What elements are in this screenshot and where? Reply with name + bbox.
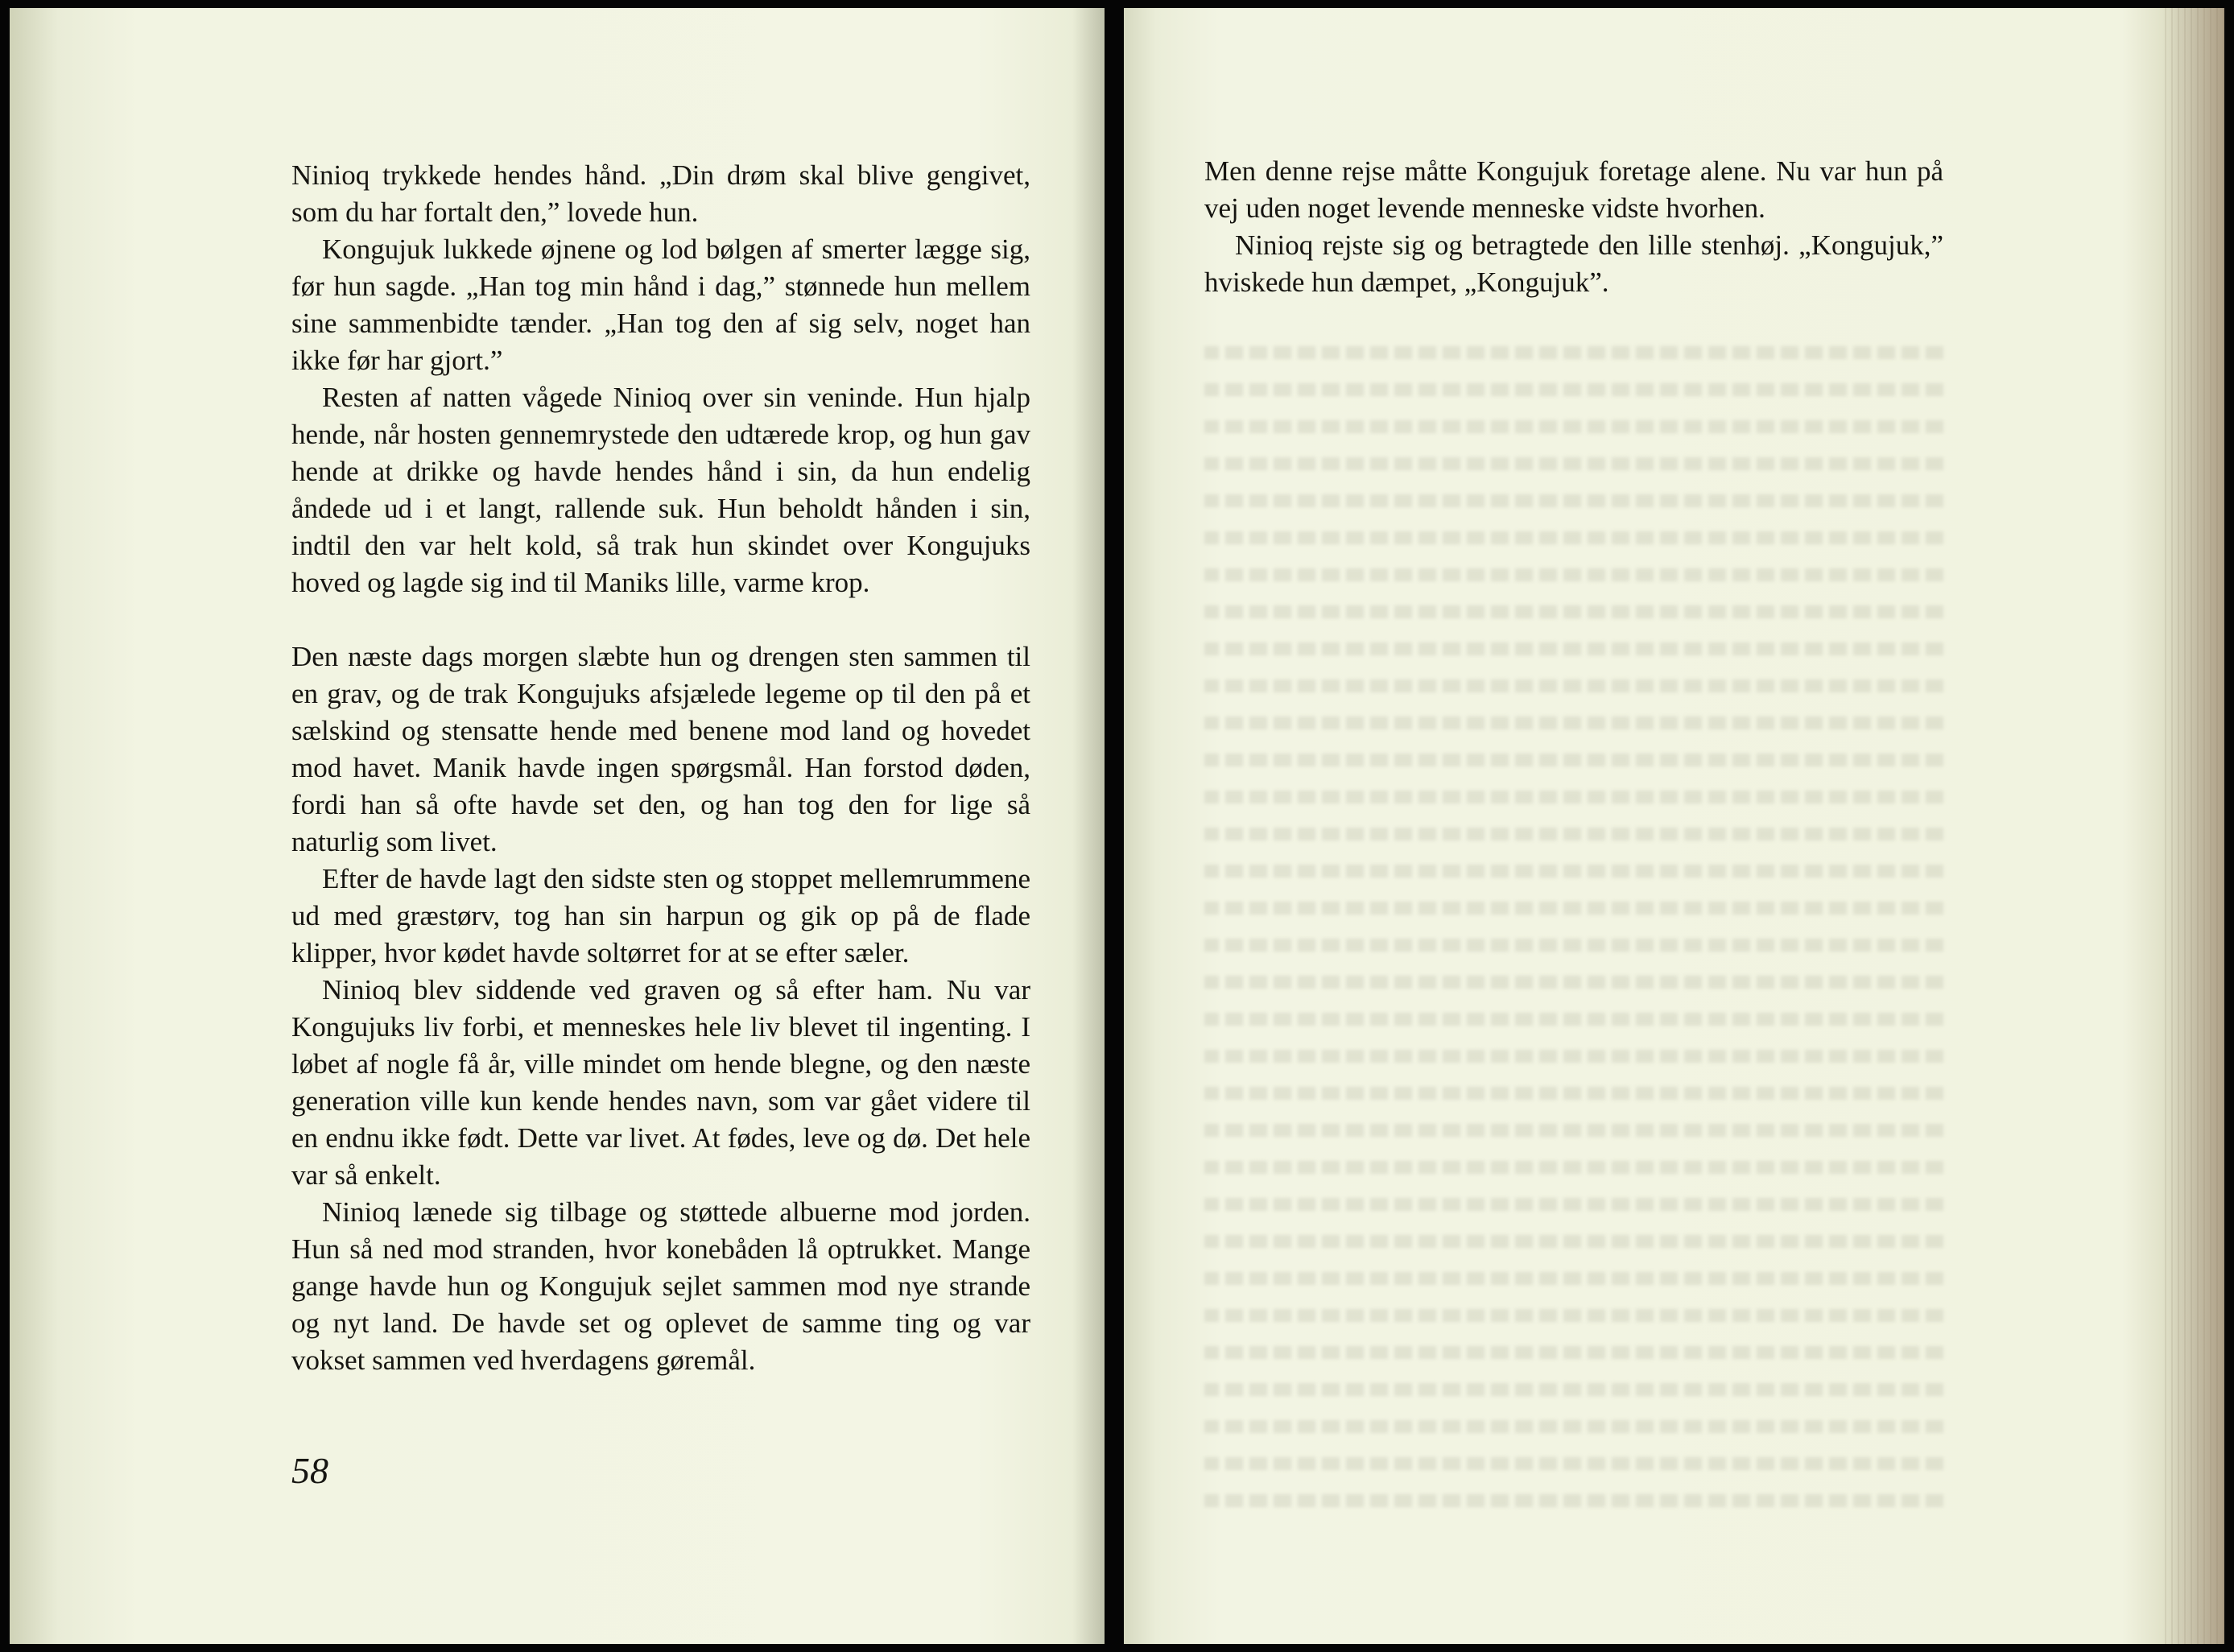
show-through-text bbox=[1204, 334, 1943, 1519]
left-page bbox=[10, 8, 1105, 1644]
paragraph: Ninioq lænede sig tilbage og støttede albuerne mod jorden. Hun så ned mod stranden, hvor konebåden lå optrukket. Mange gange havde hun og Kongujuk sejlet sammen mod nye strande og nyt land. De havde set og oplevet de samme ting og var vokset sammen ved hverdagens gøremål. bbox=[291, 1196, 1030, 1376]
paragraph: Den næste dags morgen slæbte hun og drengen sten sammen til en grav, og de trak Kongujuks afsjælede legeme op til den på et sælskind og stensatte hende med benene mod land og hovedet mod havet. Manik havde ingen spørgsmål. Han forstod døden, fordi han så ofte havde set den, og han tog den for lige så naturlig som livet. bbox=[291, 641, 1030, 857]
page-number: 58 bbox=[291, 1450, 328, 1491]
paragraph: Kongujuk lukkede øjnene og lod bølgen af smerter lægge sig, før hun sagde. „Han tog min hånd i dag,” stønnede hun mellem sine sammenbidte tænder. „Han tog den af sig selv, noget han ikke før har gjort.” bbox=[291, 233, 1030, 376]
left-page-text bbox=[291, 157, 1030, 1379]
page-edge bbox=[2160, 8, 2224, 1644]
spine-shadow bbox=[1072, 8, 1105, 1644]
paragraph: Ninioq trykkede hendes hånd. „Din drøm skal blive gengivet, som du har fortalt den,” lovede hun. bbox=[291, 159, 1030, 228]
paragraph: Ninioq blev siddende ved graven og så efter ham. Nu var Kongujuks liv forbi, et menneskes hele liv blevet til ingenting. I løbet af nogle få år, ville mindet om hende blegne, og den næste generation ville kun kende hendes navn, som var gået videre til en endnu ikke født. Dette var livet. At fødes, leve og dø. Det hele var så enkelt. bbox=[291, 974, 1030, 1191]
paragraph: Resten af natten vågede Ninioq over sin veninde. Hun hjalp hende, når hosten gennemrystede den udtærede krop, og hun gav hende at drikke og havde hendes hånd i sin, da hun endelig åndede ud i et langt, rallende suk. Hun beholdt hånden i sin, indtil den var helt kold, så trak hun skindet over Kongujuks hoved og lagde sig ind til Maniks lille, varme krop. bbox=[291, 382, 1030, 598]
paragraph: Ninioq rejste sig og betragtede den lille stenhøj. „Kongujuk,” hviskede hun dæmpet, „Kongujuk”. bbox=[1204, 229, 1943, 298]
paragraph: Efter de havde lagt den sidste sten og stoppet mellemrummene ud med græstørv, tog han sin harpun og gik op på de flade klipper, hvor kødet havde soltørret for at se efter sæler. bbox=[291, 863, 1030, 968]
right-page bbox=[1124, 8, 2224, 1644]
right-page-text bbox=[1204, 153, 1943, 301]
paragraph: Men denne rejse måtte Kongujuk foretage alene. Nu var hun på vej uden noget levende menneske vidste hvorhen. bbox=[1204, 155, 1943, 224]
